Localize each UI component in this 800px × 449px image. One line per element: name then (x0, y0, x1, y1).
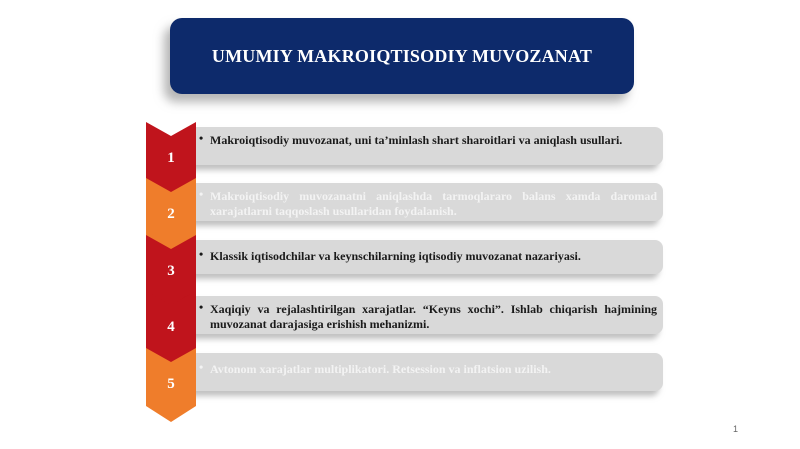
bullet-icon: • (199, 187, 204, 201)
step-number: 1 (167, 150, 175, 166)
list-item-3 (189, 240, 663, 274)
list-item-4 (189, 296, 663, 334)
bullet-icon: • (199, 131, 204, 145)
list-item-text: • Xaqiqiy va rejalashtirilgan xarajatlar. “Keyns xochi”. Ishlab chiqarish hajmining muvozanat darajasiga erishish mehanizmi. (199, 300, 657, 331)
list-item-2 (189, 183, 663, 221)
list-item-text: • Avtonom xarajatlar multiplikatori. Retsession va inflatsion uzilish. (199, 360, 551, 376)
list-item-text: • Klassik iqtisodchilar va keynschilarning iqtisodiy muvozanat nazariyasi. (199, 247, 581, 263)
bullet-icon: • (199, 300, 204, 314)
step-number: 3 (167, 263, 175, 279)
list-item-5 (189, 353, 663, 391)
list-item-1 (189, 127, 663, 165)
step-number: 2 (167, 206, 175, 222)
title-box (170, 18, 634, 94)
chevron-marker-5 (146, 348, 196, 422)
bullet-icon: • (199, 247, 204, 261)
slide-title: UMUMIY MAKROIQTISODIY MUVOZANAT (211, 45, 593, 66)
page-number: 1 (732, 424, 738, 434)
step-number: 5 (167, 376, 175, 392)
list-item-text: • Makroiqtisodiy muvozanat, uni ta’minlash shart sharoitlari va aniqlash usullari. (199, 131, 623, 147)
step-number: 4 (167, 319, 175, 335)
list-item-text: • Makroiqtisodiy muvozanatni aniqlashda tarmoqlararo balans xamda daromad xarajatlarni taqqoslash usullaridan foydalanish. (199, 187, 657, 218)
bullet-icon: • (199, 360, 204, 374)
